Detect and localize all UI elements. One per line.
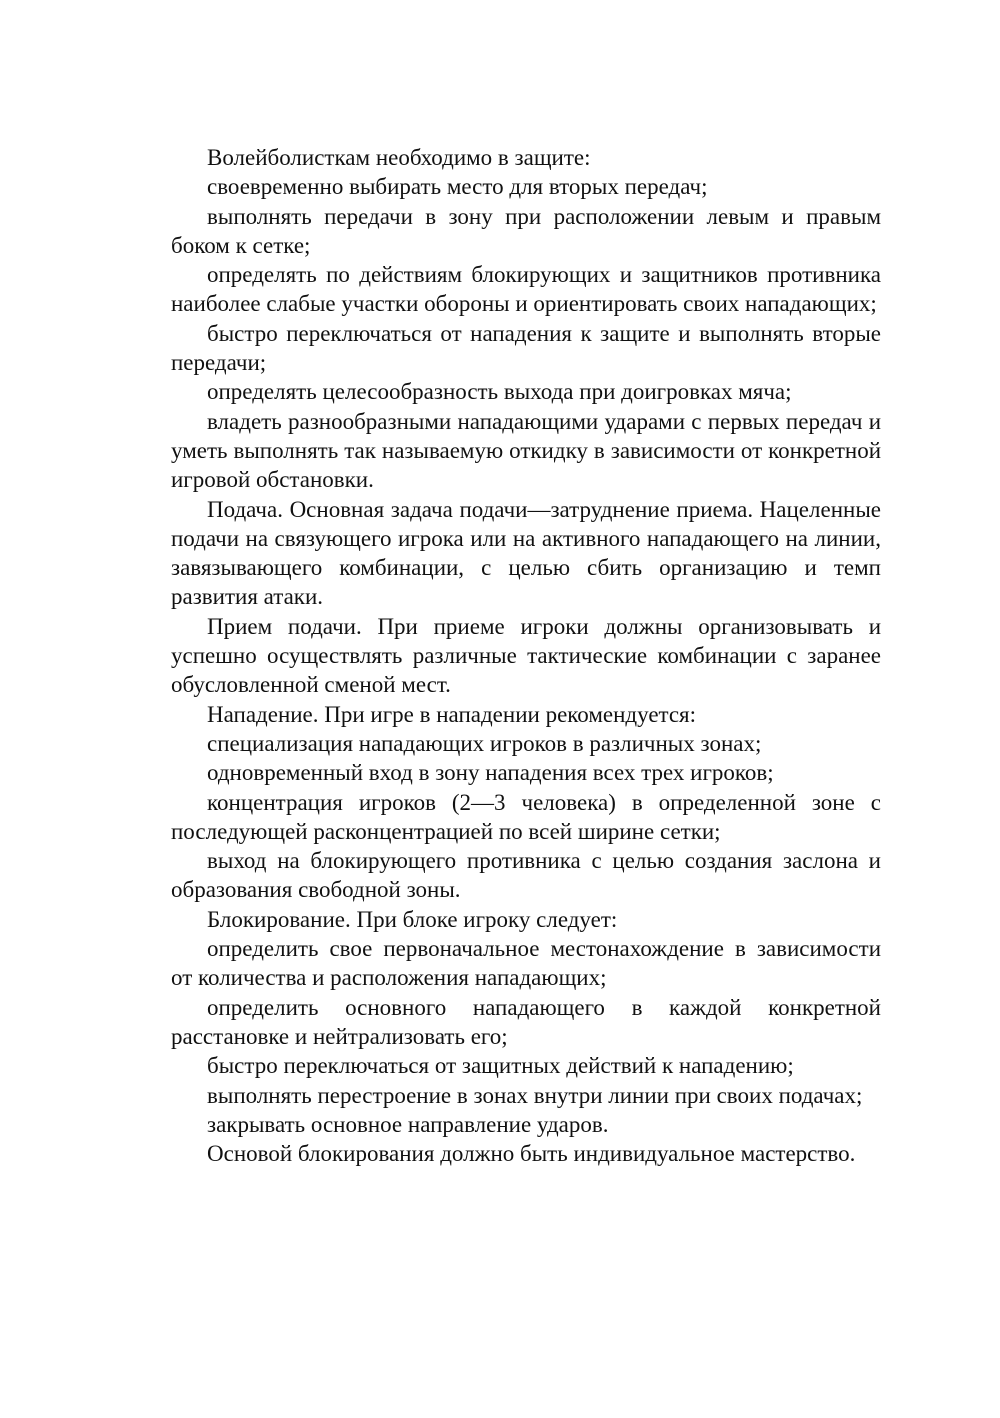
list-item: выход на блокирующего противника с целью создания заслона и образования свободной зоны. xyxy=(171,848,881,903)
list-item: специализация нападающих игроков в различных зонах; xyxy=(207,730,762,756)
list-item: определить основного нападающего в каждой конкретной расстановке и нейтрализовать его; xyxy=(171,994,881,1049)
list-item: владеть разнообразными нападающими ударами с первых передач и уметь выполнять так называемую откидку в зависимости от конкретной игровой обстановки. xyxy=(171,408,881,493)
paragraph-serve: Подача. Основная задача подачи—затруднение приема. Нацеленные подачи на связующего игрока или на активного нападающего на линии, завязывающего комбинации, с целью сбить организацию и темп развития атаки. xyxy=(171,496,881,610)
list-item: своевременно выбирать место для вторых передач; xyxy=(207,174,708,200)
paragraph-serve-reception: Прием подачи. При приеме игроки должны организовывать и успешно осуществлять различные тактические комбинации с заранее обусловленной сменой мест. xyxy=(171,613,881,698)
paragraph-block-intro: Блокирование. При блоке игроку следует: xyxy=(207,906,618,932)
document-page xyxy=(171,143,881,1168)
list-item: концентрация игроков (2—3 человека) в определенной зоне с последующей расконцентрацией по всей ширине сетки; xyxy=(171,789,881,844)
paragraph-block-conclusion: Основой блокирования должно быть индивидуальное мастерство. xyxy=(207,1141,856,1167)
list-item: быстро переключаться от защитных действий к нападению; xyxy=(207,1053,794,1079)
list-item: выполнять перестроение в зонах внутри линии при своих подачах; xyxy=(207,1082,863,1108)
list-item: закрывать основное направление ударов. xyxy=(207,1111,609,1137)
list-item: одновременный вход в зону нападения всех трех игроков; xyxy=(207,760,774,786)
list-item: определять по действиям блокирующих и защитников противника наиболее слабые участки обороны и ориентировать своих нападающих; xyxy=(171,262,881,317)
list-item: определить свое первоначальное местонахождение в зависимости от количества и расположения нападающих; xyxy=(171,936,881,991)
paragraph-defense-intro: Волейболисткам необходимо в защите: xyxy=(207,145,591,170)
list-item: определять целесообразность выхода при доигровках мяча; xyxy=(207,379,792,405)
paragraph-attack-intro: Нападение. При игре в нападении рекомендуется: xyxy=(207,701,697,727)
list-item: быстро переключаться от нападения к защите и выполнять вторые передачи; xyxy=(171,320,881,376)
list-item: выполнять передачи в зону при расположении левым и правым боком к сетке; xyxy=(171,203,881,258)
